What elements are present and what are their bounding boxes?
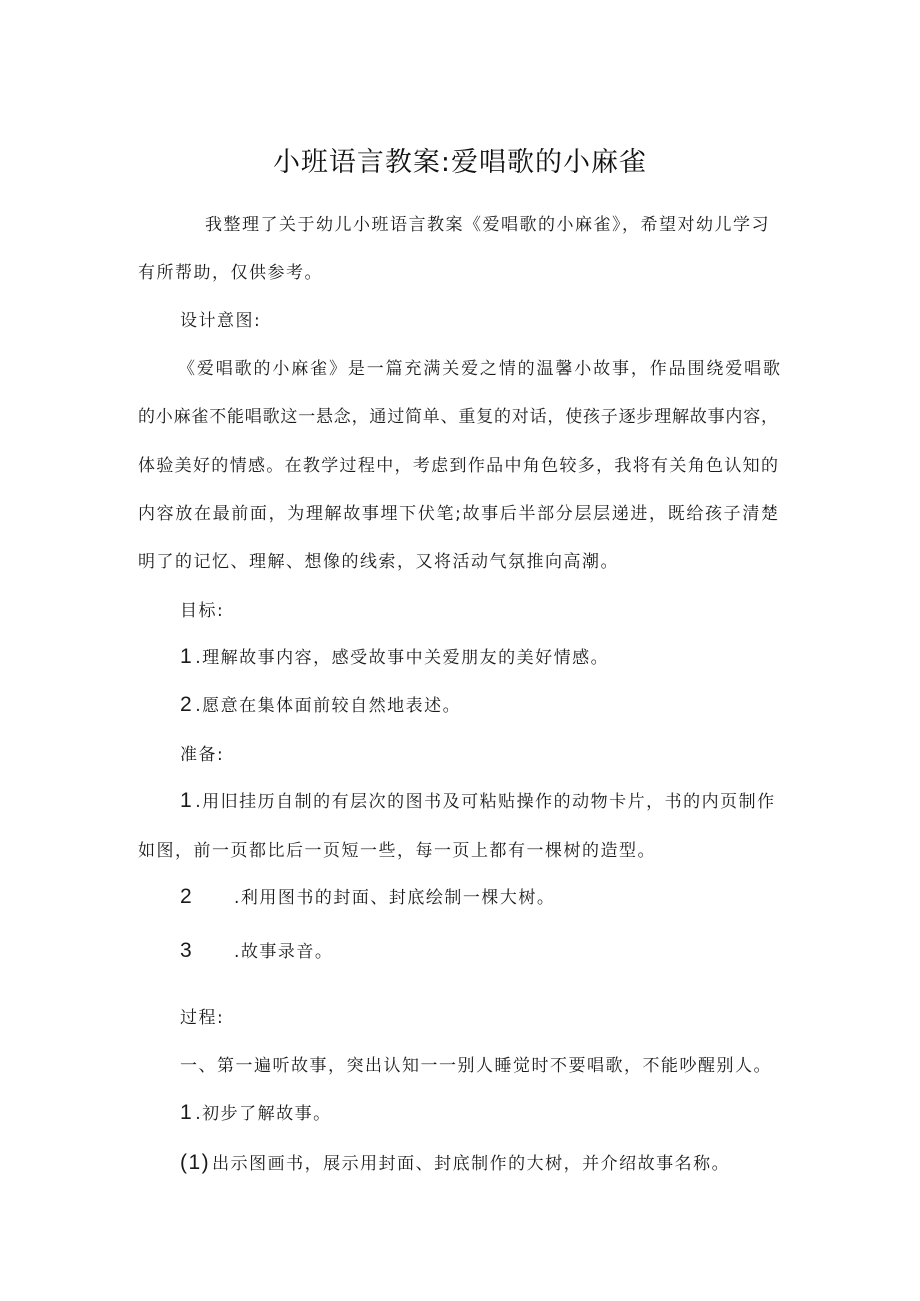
design-line-2: 的小麻雀不能唱歌这一悬念，通过简单、重复的对话，使孩子逐步理解故事内容， <box>138 407 778 427</box>
goal-item-2-number: 2 <box>180 693 194 716</box>
prep-item-2 <box>180 883 555 909</box>
design-line-3: 体验美好的情感。在教学过程中，考虑到作品中角色较多，我将有关角色认知的 <box>138 456 778 476</box>
goal-item-2 <box>180 691 461 717</box>
design-line-5: 明了的记忆、理解、想像的线索，又将活动气氛推向高潮。 <box>138 552 619 572</box>
prep-item-1-line-1 <box>180 787 776 813</box>
process-heading: 过程: <box>180 1008 225 1028</box>
prep-item-3-text: .故事录音。 <box>234 942 334 962</box>
prep-item-3 <box>180 937 333 963</box>
process-sub-1-number: 1 <box>180 1101 194 1124</box>
prep-item-3-number: 3 <box>180 939 194 962</box>
process-sub-1a-text: 出示图画书，展示用封面、封底制作的大树，并介绍故事名称。 <box>212 1154 731 1174</box>
goal-item-1-text: .理解故事内容，感受故事中关爱朋友的美好情感。 <box>195 648 610 668</box>
goals-heading: 目标: <box>180 601 225 621</box>
goal-item-2-text: .愿意在集体面前较自然地表述。 <box>195 696 462 716</box>
process-sub-1a-number: (1) <box>180 1151 211 1174</box>
process-sub-1a <box>180 1149 730 1175</box>
prep-item-1-number: 1 <box>180 789 194 812</box>
design-line-4: 内容放在最前面，为理解故事埋下伏笔;故事后半部分层层递进，既给孩子清楚 <box>138 504 778 524</box>
goal-item-1 <box>180 643 609 669</box>
prep-item-2-number: 2 <box>180 885 194 908</box>
prep-item-1-line-2: 如图，前一页都比后一页短一些，每一页上都有一棵树的造型。 <box>138 841 656 861</box>
prep-item-2-text: .利用图书的封面、封底绘制一棵大树。 <box>234 888 556 908</box>
intro-line-1: 我整理了关于幼儿小班语言教案《爱唱歌的小麻雀》，希望对幼儿学习 <box>205 215 770 235</box>
process-step-1: 一、第一遍听故事，突出认知一一别人睡觉时不要唱歌，不能吵醒别人。 <box>180 1056 772 1076</box>
prep-item-1-text: .用旧挂历自制的有层次的图书及可粘贴操作的动物卡片，书的内页制作 <box>195 792 776 812</box>
process-sub-1-text: .初步了解故事。 <box>195 1104 332 1124</box>
design-line-1: 《爱唱歌的小麻雀》是一篇充满关爱之情的温馨小故事，作品围绕爱唱歌 <box>178 359 780 379</box>
prep-heading: 准备: <box>180 745 225 765</box>
process-sub-1 <box>180 1099 332 1125</box>
page-title: 小班语言教案:爱唱歌的小麻雀 <box>272 147 648 178</box>
intro-line-2: 有所帮助，仅供参考。 <box>138 263 323 283</box>
goal-item-1-number: 1 <box>180 645 194 668</box>
design-heading: 设计意图: <box>180 311 262 331</box>
